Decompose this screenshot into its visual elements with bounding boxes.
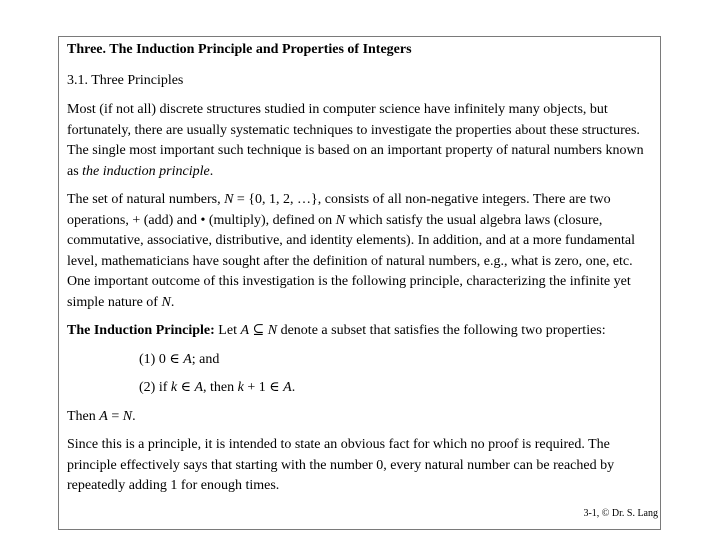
principle-label: The Induction Principle: — [67, 323, 215, 338]
section-heading: 3.1. Three Principles — [67, 72, 184, 88]
intro-paragraph: Most (if not all) discrete structures studied in computer science have infinitely many objects, but fortunately, there are usually systematic techniques to investigate the properties about these structures. The single most important such technique is based on an important property of natural numbers known as the induction principle. — [67, 102, 644, 179]
property-1: (1) 0 ∈ A; and — [139, 351, 220, 367]
emphasis-term: the induction principle — [82, 163, 210, 179]
induction-principle-statement: The Induction Principle: Let A ⊆ N denote a subset that satisfies the following two properties: — [67, 323, 606, 338]
explanation-paragraph: Since this is a principle, it is intended to state an obvious fact for which no proof is required. The principle effectively says that starting with the number 0, every natural number can be reached by repeatedly adding 1 for enough times. — [67, 437, 615, 493]
conclusion-line: Then A = N. — [67, 408, 136, 424]
slide-content — [67, 40, 655, 497]
natural-numbers-paragraph: The set of natural numbers, N = {0, 1, 2, …}, consists of all non-negative integers. There are two operations, + (add) and • (multiply), defined on N which satisfy the usual algebra laws (closure, commutative, associative, distributive, and identity elements). In addition, and at a more fundamental level, mathematicians have sought after the definition of natural numbers, e.g., what is zero, one, etc. One important outcome of this investigation is the following principle, characterizing the infinite yet simple nature of N. — [67, 192, 636, 310]
page-title: Three. The Induction Principle and Properties of Integers — [67, 42, 412, 57]
property-2: (2) if k ∈ A, then k + 1 ∈ A. — [139, 380, 296, 395]
slide-footer: 3-1, © Dr. S. Lang — [583, 508, 658, 519]
